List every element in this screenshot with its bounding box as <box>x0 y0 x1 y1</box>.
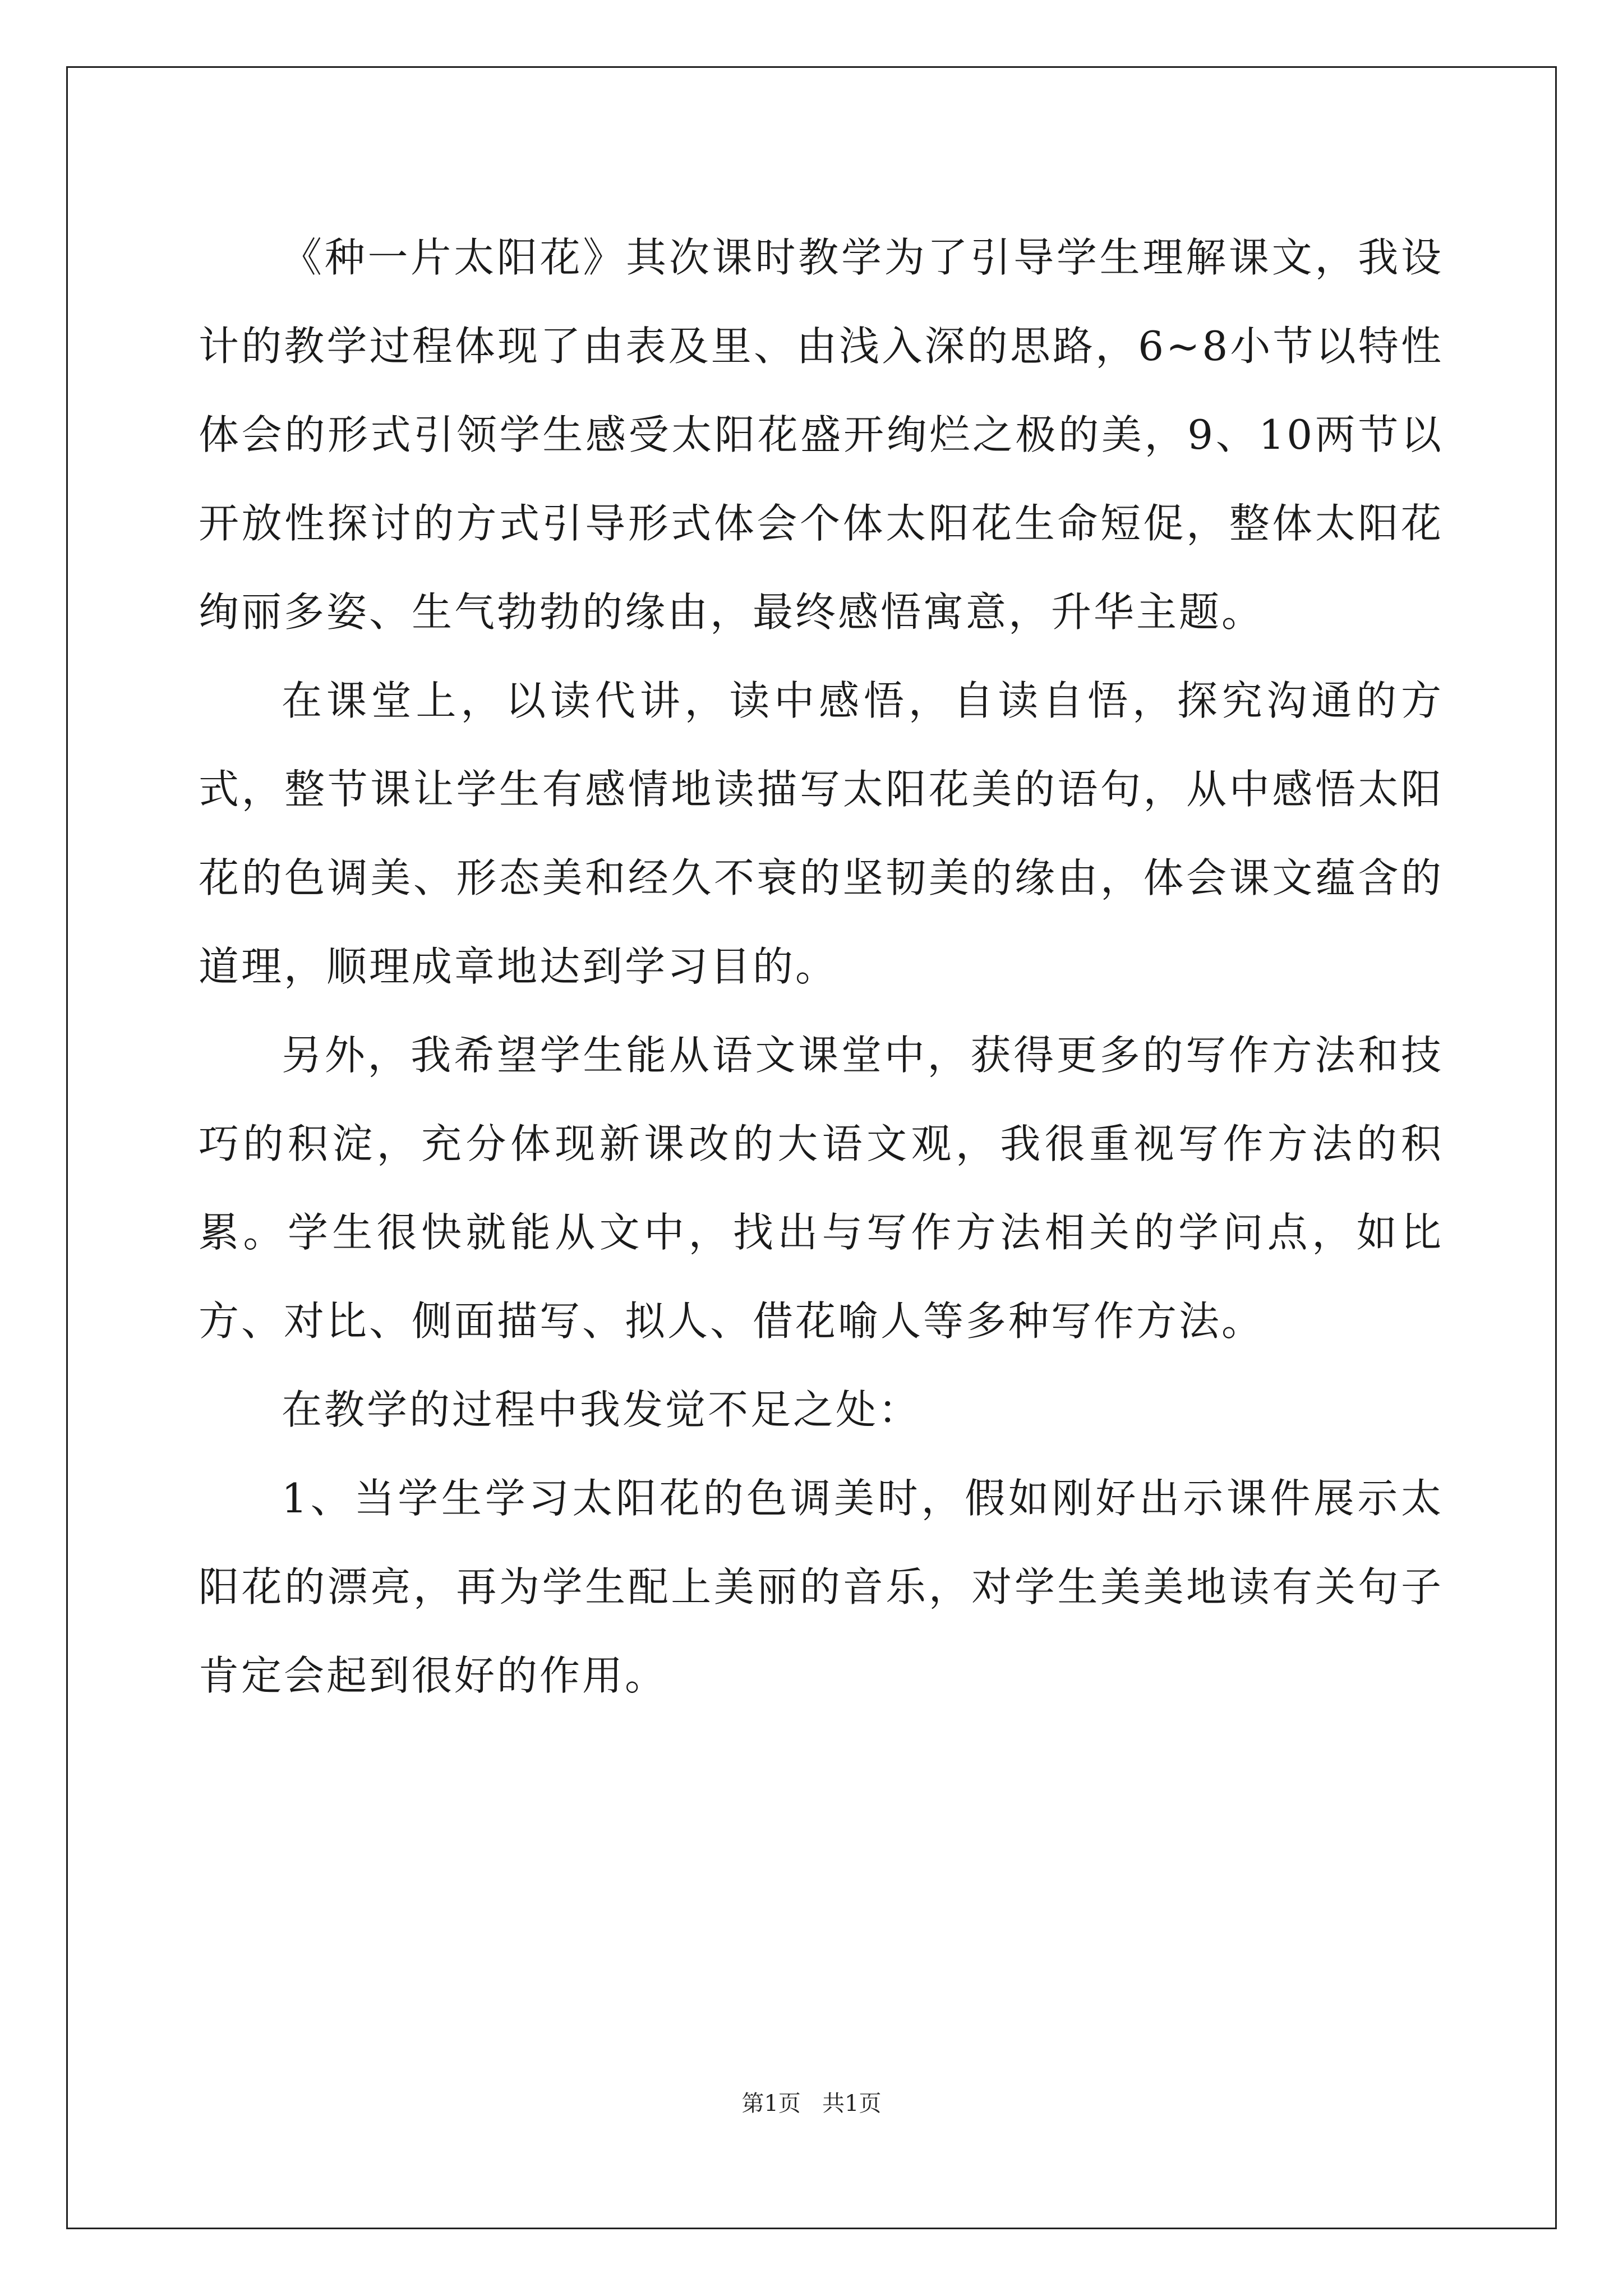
paragraph-3: 另外，我希望学生能从语文课堂中，获得更多的写作方法和技巧的积淀，充分体现新课改的大语文观，我很重视写作方法的积累。学生很快就能从文中，找出与写作方法相关的学问点，如比方、对比、侧面描写、拟人、借花喻人等多种写作方法。 <box>199 1032 1444 1345</box>
paragraph-2: 在课堂上，以读代讲，读中感悟，自读自悟，探究沟通的方式，整节课让学生有感情地读描写太阳花美的语句，从中感悟太阳花的色调美、形态美和经久不衰的坚韧美的缘由，体会课文蕴含的道理，顺理成章地达到学习目的。 <box>199 677 1444 990</box>
document-body <box>199 213 1444 1720</box>
paragraph-4: 在教学的过程中我发觉不足之处： <box>282 1386 921 1433</box>
paragraph-1: 《种一片太阳花》其次课时教学为了引导学生理解课文，我设计的教学过程体现了由表及里、由浅入深的思路，6~8小节以特性体会的形式引领学生感受太阳花盛开绚烂之极的美，9、10两节以开放性探讨的方式引导形式体会个体太阳花生命短促，整体太阳花绚丽多姿、生气勃勃的缘由，最终感悟寓意，升华主题。 <box>199 234 1444 636</box>
page-number-footer: 第1页 共1页 <box>741 2091 882 2116</box>
paragraph-5: 1、当学生学习太阳花的色调美时，假如刚好出示课件展示太阳花的漂亮，再为学生配上美丽的音乐，对学生美美地读有关句子肯定会起到很好的作用。 <box>199 1475 1444 1699</box>
